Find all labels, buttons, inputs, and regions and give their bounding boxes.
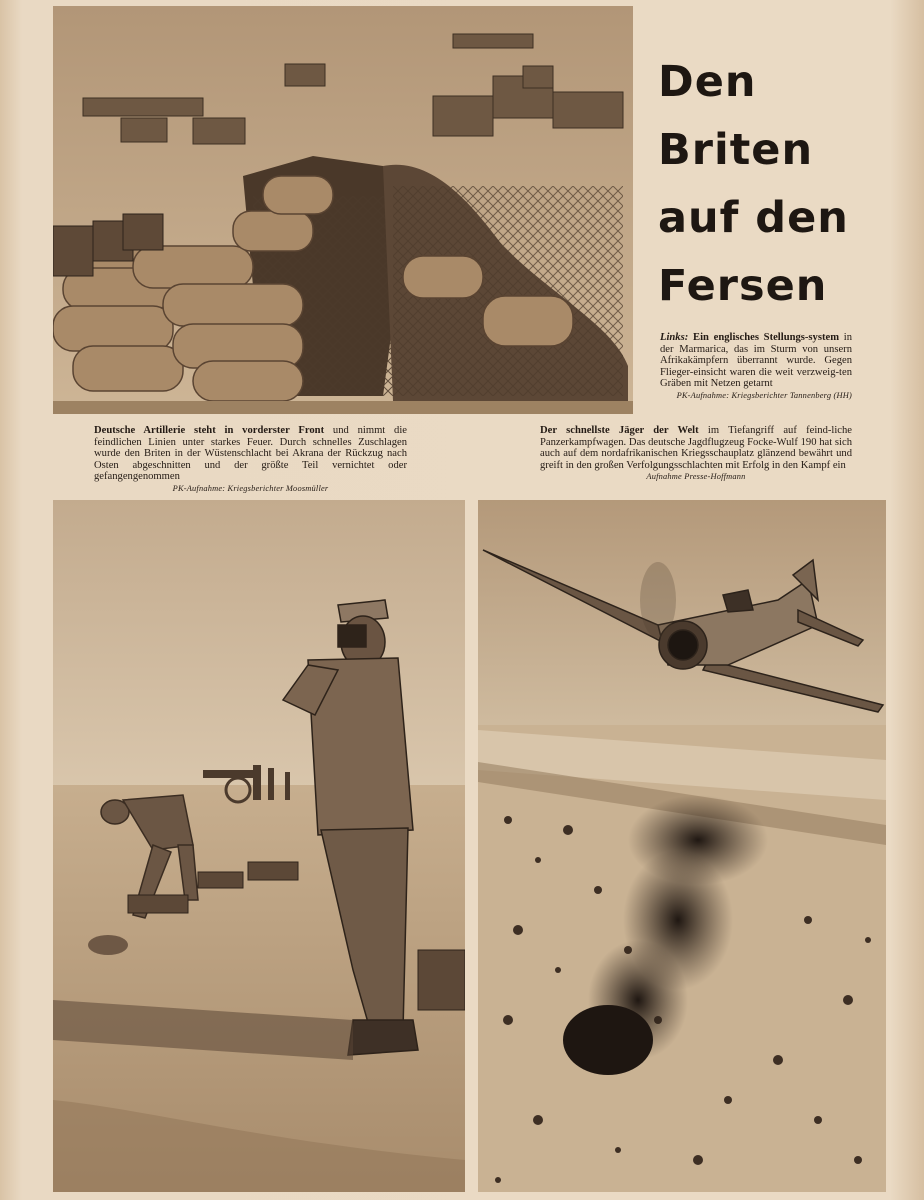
caption-artillery-lead: Deutsche Artillerie steht in vorderster Front [94,425,325,436]
caption-fighter [540,425,852,482]
caption-trench-credit: PK-Aufnahme: Kriegsberichter Tannenberg (HH) [676,390,852,400]
caption-artillery [94,425,407,494]
caption-trench-body: in der Marmarica, das im Sturm von unsern Afrikakämpfern überrannt wurde. Gegen Flieger-einsicht waren die weit verzweig-ten Gräben mit Netzen getarnt [660,332,853,390]
headline-line-1: Den [658,57,757,107]
headline [658,48,908,320]
trench-photo [53,6,633,414]
fighter-photo [478,500,886,1192]
headline-line-4: Fersen [658,261,828,311]
artillery-photo [53,500,465,1192]
headline-line-2: Briten [658,125,814,175]
caption-fighter-lead: Der schnellste Jäger der Welt [540,425,699,436]
caption-artillery-body: und nimmt die feindlichen Linien unter starkes Feuer. Durch schnelles Zuschlagen wurde den Briten in der Wüstenschlacht bei Akrana der Rückzug nach Osten abgeschnitten und der größte Teil vernichtet oder gefangengenommen [94,425,407,483]
caption-fighter-credit: Aufnahme Presse-Hoffmann [646,472,746,482]
headline-line-3: auf den [658,193,849,243]
caption-trench [660,332,852,401]
caption-trench-lead: Ein englisches Stellungs-system [693,332,840,343]
caption-trench-label: Links: [660,332,689,343]
caption-artillery-credit: PK-Aufnahme: Kriegsberichter Moosmüller [172,483,329,493]
caption-fighter-body: im Tiefangriff auf feind-liche Panzerkampfwagen. Das deutsche Jagdflugzeug Focke-Wulf 190 hat sich auch auf dem nordafrikanischen Kriegsschauplatz glänzend bewährt und greift in den großen Verfolgungsschlachten mit Erfolg in den Kampf ein [540,425,852,471]
